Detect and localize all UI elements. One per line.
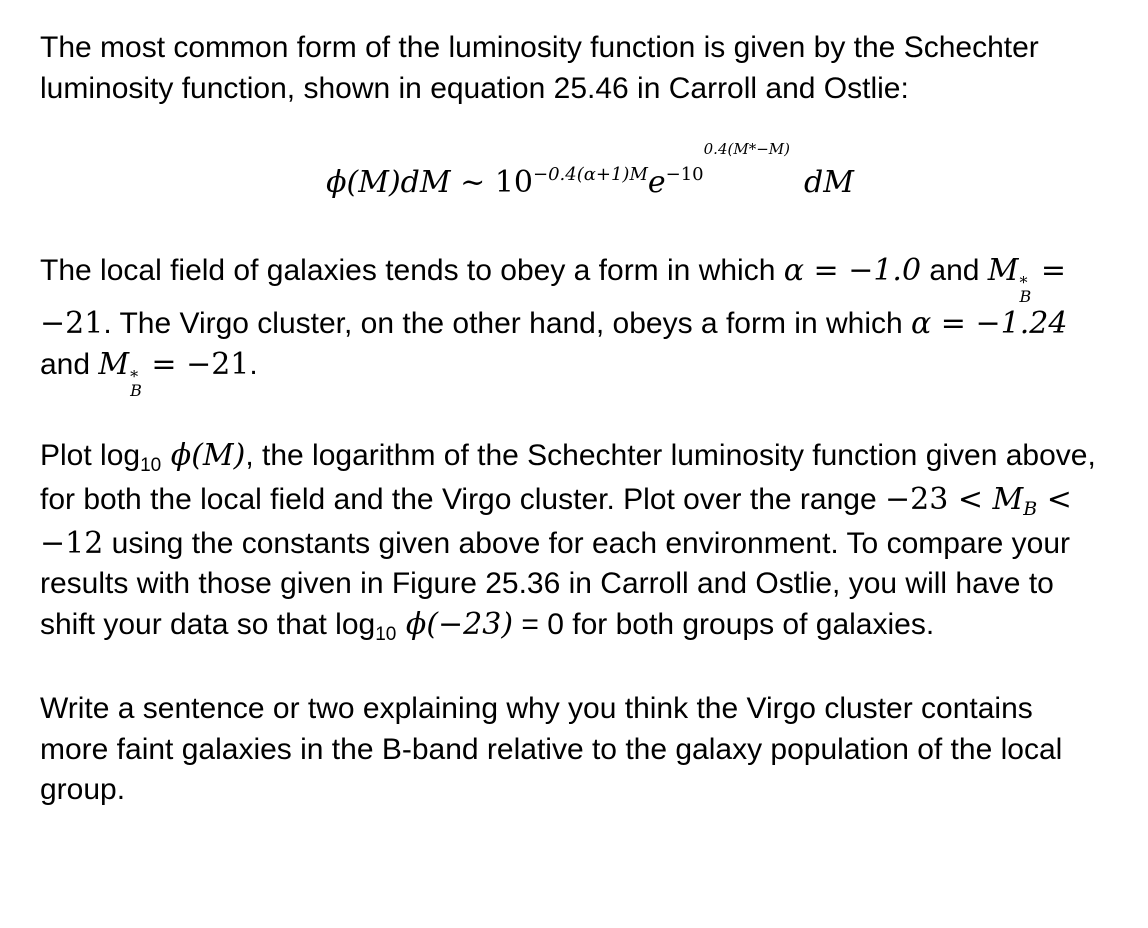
- range-b-subscript: B: [1023, 498, 1038, 520]
- equation-lhs: ϕ(M)dM: [326, 165, 451, 200]
- mb-virgo-symbol: M: [98, 346, 130, 382]
- log-subscript-10b: 10: [375, 623, 397, 645]
- constants-text-3: . The Virgo cluster, on the other hand, obeys a form in which: [103, 307, 911, 340]
- phi-m: ϕ(M): [161, 437, 246, 473]
- schechter-equation: [40, 140, 1100, 251]
- equation-rhs: dM: [804, 165, 854, 200]
- constants-text-4: and: [40, 347, 99, 381]
- mb-field-value: = −21: [40, 253, 1066, 341]
- equation-exponent-2-sup: 0.4(M*−M): [703, 140, 790, 158]
- plot-text-1: Plot log: [40, 438, 141, 472]
- mb-virgo-star-sub: * B: [130, 366, 142, 400]
- plot-text-4: = 0 for both groups of galaxies.: [513, 607, 935, 641]
- range-low: −23 <: [884, 482, 993, 517]
- alpha-virgo: α = −1.24: [911, 306, 1068, 341]
- equation-e: e: [647, 165, 666, 200]
- plot-instructions-paragraph: [40, 436, 1100, 650]
- constants-text-2: and: [921, 254, 988, 287]
- constants-paragraph: [40, 251, 1100, 398]
- document-body: [40, 28, 1100, 851]
- constants-text-5: .: [249, 347, 258, 381]
- equation-exponent-2: [665, 140, 790, 185]
- constants-text-1: The local field of galaxies tends to obey a form in which: [40, 254, 784, 287]
- log-subscript-10: 10: [140, 454, 162, 476]
- range-m-symbol: M: [992, 482, 1024, 517]
- intro-paragraph: The most common form of the luminosity function is given by the Schechter luminosity function, shown in equation 25.46 in Carroll and Ostlie:: [40, 31, 1039, 105]
- phi-minus-23: ϕ(−23): [396, 606, 514, 642]
- equation-exponent-2-prefix: −10: [665, 164, 704, 185]
- equation-sim: ~: [460, 165, 486, 200]
- plot-text-2: , the logarithm of the Schechter luminosity function given above, for both the local field and the Virgo cluster. Plot over the range: [40, 438, 1096, 516]
- plot-text-3: using the constants given above for each environment. To compare your results with those given in Figure 25.36 in Carroll and Ostlie, you will have to shift your data so that log: [40, 526, 1070, 641]
- question-paragraph: Write a sentence or two explaining why you think the Virgo cluster contains more faint galaxies in the B-band relative to the galaxy population of the local group.: [40, 692, 1063, 806]
- alpha-field: α = −1.0: [783, 253, 922, 288]
- equation-base10: 10: [494, 165, 533, 200]
- equation-exponent-1: −0.4(α+1)M: [533, 164, 648, 185]
- mb-field-star-sub: * B: [1019, 273, 1032, 306]
- mb-virgo-value: = −21: [141, 346, 250, 382]
- range-high: < −12: [40, 482, 1072, 561]
- mb-field-symbol: M: [987, 253, 1019, 288]
